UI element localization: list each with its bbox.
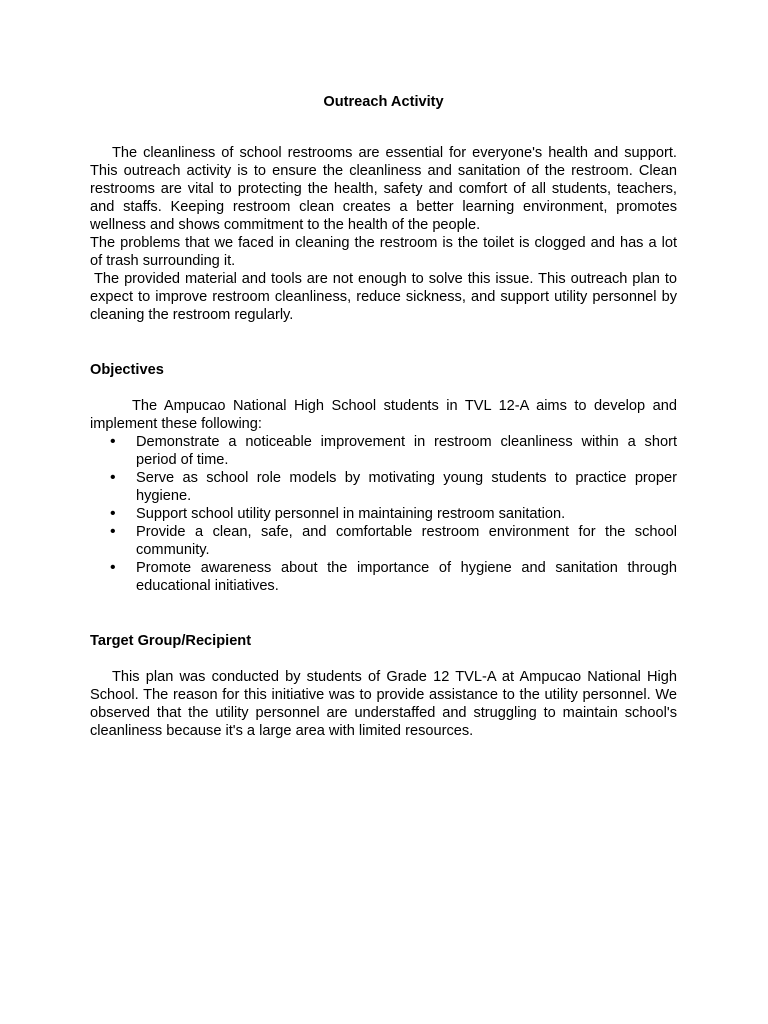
- target-group-paragraph: This plan was conducted by students of Grade 12 TVL-A at Ampucao National High School. The reason for this initiative was to provide assistance to the utility personnel. We observed that the utility personnel are understaffed and struggling to maintain school's cleanliness because it's a large area with limited resources.: [90, 669, 677, 739]
- document-title: Outreach Activity: [323, 94, 444, 110]
- objectives-list: [90, 433, 677, 595]
- list-item: [90, 523, 677, 559]
- list-item: [90, 433, 677, 469]
- bullet-icon: •: [110, 433, 116, 450]
- list-item: [90, 505, 677, 523]
- list-item: [90, 469, 677, 505]
- list-item-text: Demonstrate a noticeable improvement in restroom cleanliness within a short period of time.: [136, 434, 677, 468]
- list-item-text: Promote awareness about the importance of hygiene and sanitation through educational initiatives.: [136, 560, 677, 594]
- document-body: [90, 92, 677, 740]
- target-group-heading: Target Group/Recipient: [90, 633, 252, 649]
- intro-paragraph-2: The problems that we faced in cleaning the restroom is the toilet is clogged and has a lot of trash surrounding it.: [90, 235, 677, 269]
- list-item-text: Provide a clean, safe, and comfortable restroom environment for the school community.: [136, 524, 677, 558]
- bullet-icon: •: [110, 469, 116, 486]
- bullet-icon: •: [110, 523, 116, 540]
- intro-paragraph-3: The provided material and tools are not enough to solve this issue. This outreach plan to expect to improve restroom cleanliness, reduce sickness, and support utility personnel by cleaning the restroom regularly.: [90, 271, 677, 323]
- list-item: [90, 559, 677, 595]
- list-item-text: Support school utility personnel in maintaining restroom sanitation.: [136, 506, 566, 522]
- list-item-text: Serve as school role models by motivating young students to practice proper hygiene.: [136, 470, 677, 504]
- objectives-lead: The Ampucao National High School students in TVL 12-A aims to develop and implement these following:: [90, 398, 677, 432]
- objectives-heading: Objectives: [90, 362, 164, 378]
- bullet-icon: •: [110, 559, 116, 576]
- bullet-icon: •: [110, 505, 116, 522]
- intro-paragraph-1: The cleanliness of school restrooms are essential for everyone's health and support. This outreach activity is to ensure the cleanliness and sanitation of the restroom. Clean restrooms are vital to protecting the health, safety and comfort of all students, teachers, and staffs. Keeping restroom clean creates a better learning environment, promotes wellness and shows commitment to the health of the people.: [90, 145, 677, 233]
